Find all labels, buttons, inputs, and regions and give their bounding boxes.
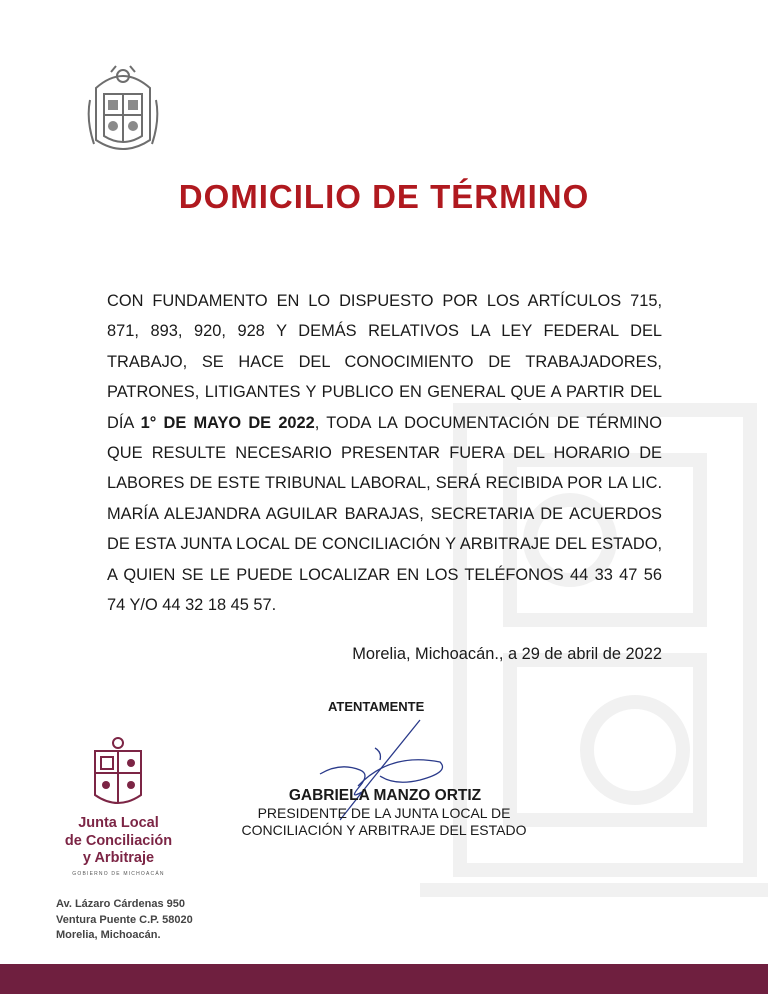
logo-subtitle: GOBIERNO DE MICHOACÁN <box>72 871 165 877</box>
footer-bar <box>0 964 768 994</box>
body-text-after: , TODA LA DOCUMENTACIÓN DE TÉRMINO QUE RESULTE NECESARIO PRESENTAR FUERA DEL HORARIO DE LABORES DE ESTE TRIBUNAL LABORAL, SERÁ RECIBIDA POR LA LIC. MARÍA ALEJANDRA AGUILAR BARAJAS, SECRETARIA DE ACUERDOS DE ESTA JUNTA LOCAL DE CONCILIACIÓN Y ARBITRAJE DEL ESTADO, A QUIEN SE LE PUEDE LOCALIZAR EN LOS TELÉFONOS 44 33 47 56 74 Y/O 44 32 18 45 57. <box>107 413 662 615</box>
logo-text <box>56 815 181 868</box>
signer-role-line1: PRESIDENTE DE LA JUNTA LOCAL DE <box>257 805 511 821</box>
body-date-bold: 1° DE MAYO DE 2022 <box>140 413 315 432</box>
logo-line1: Junta Local <box>78 815 159 831</box>
signer-role-line2: CONCILIACIÓN Y ARBITRAJE DEL ESTADO <box>241 822 527 838</box>
closing-text: ATENTAMENTE <box>328 699 425 714</box>
address-block <box>56 897 193 944</box>
body-paragraph <box>107 286 662 620</box>
junta-emblem-icon <box>89 735 147 813</box>
logo-line3: y Arbitraje <box>82 850 155 866</box>
page-title: DOMICILIO DE TÉRMINO <box>178 178 590 215</box>
place-date: Morelia, Michoacán., a 29 de abril de 2022 <box>352 645 662 663</box>
state-crest-icon <box>86 60 160 160</box>
body-text-before: CON FUNDAMENTO EN LO DISPUESTO POR LOS ARTÍCULOS 715, 871, 893, 920, 928 Y DEMÁS RELATIVOS LA LEY FEDERAL DEL TRABAJO, SE HACE DEL CONOCIMIENTO DE TRABAJADORES, PATRONES, LITIGANTES Y PUBLICO EN GENERAL QUE A PARTIR DEL DÍA <box>107 292 662 432</box>
address-line3: Morelia, Michoacán. <box>56 929 161 941</box>
logo-line2: de Conciliación <box>64 832 173 849</box>
address-line1: Av. Lázaro Cárdenas 950 <box>56 898 186 910</box>
address-line2: Ventura Puente C.P. 58020 <box>56 913 193 926</box>
signer-name: GABRIELA MANZO ORTIZ <box>288 787 482 804</box>
